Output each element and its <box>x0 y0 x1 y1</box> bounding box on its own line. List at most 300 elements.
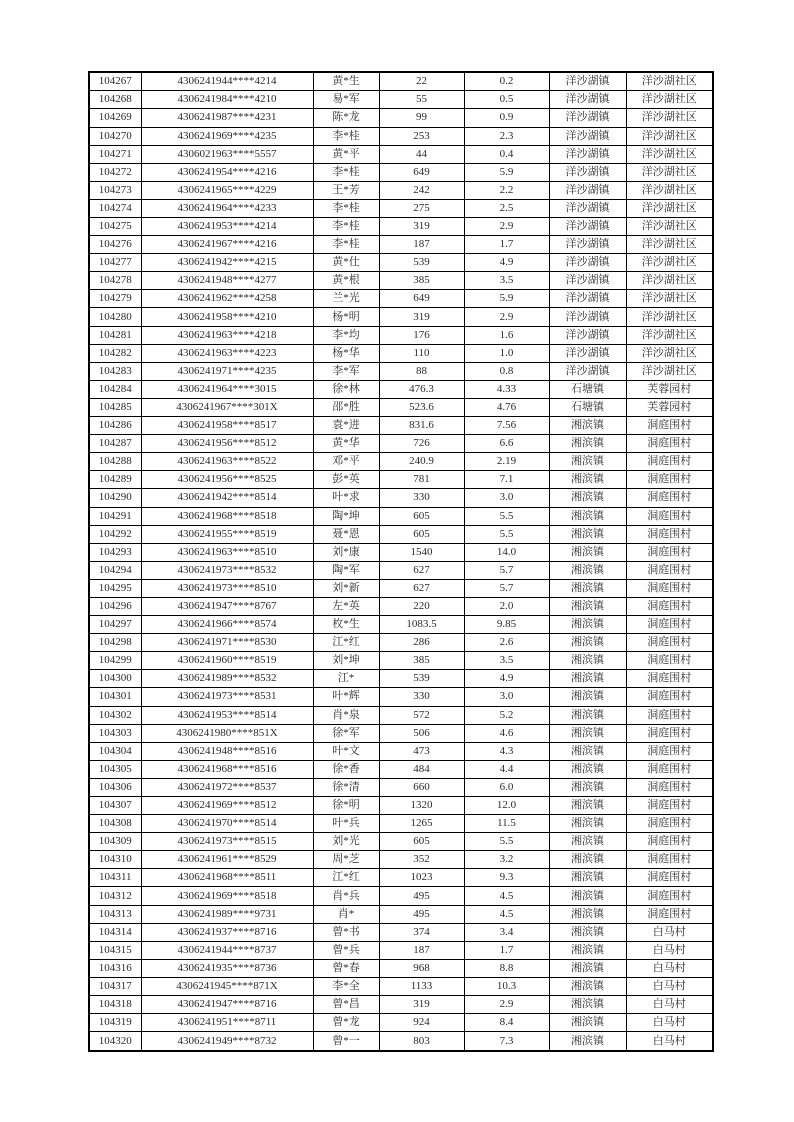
cell-serial: 104281 <box>89 326 141 344</box>
cell-value: 4.4 <box>464 760 549 778</box>
cell-value: 3.2 <box>464 851 549 869</box>
cell-serial: 104298 <box>89 634 141 652</box>
cell-village: 洞庭围村 <box>626 616 713 634</box>
cell-id_number: 4306241967****301X <box>141 398 313 416</box>
cell-town: 洋沙湖镇 <box>549 272 626 290</box>
cell-value: 2.5 <box>464 199 549 217</box>
table-row <box>89 489 713 507</box>
cell-village: 白马村 <box>626 941 713 959</box>
cell-village: 洞庭围村 <box>626 760 713 778</box>
cell-id_number: 4306241944****8737 <box>141 941 313 959</box>
cell-village: 洞庭围村 <box>626 778 713 796</box>
cell-serial: 104296 <box>89 597 141 615</box>
cell-name: 曾*昌 <box>313 996 379 1014</box>
cell-id_number: 4306241958****8517 <box>141 417 313 435</box>
cell-serial: 104295 <box>89 579 141 597</box>
cell-amount: 495 <box>379 905 464 923</box>
cell-village: 洋沙湖社区 <box>626 127 713 145</box>
cell-serial: 104279 <box>89 290 141 308</box>
cell-village: 洋沙湖社区 <box>626 362 713 380</box>
cell-amount: 660 <box>379 778 464 796</box>
cell-village: 洞庭围村 <box>626 634 713 652</box>
cell-amount: 88 <box>379 362 464 380</box>
cell-town: 湘滨镇 <box>549 1014 626 1032</box>
cell-amount: 605 <box>379 833 464 851</box>
cell-town: 洋沙湖镇 <box>549 91 626 109</box>
cell-serial: 104285 <box>89 398 141 416</box>
cell-id_number: 4306241956****8512 <box>141 435 313 453</box>
cell-serial: 104268 <box>89 91 141 109</box>
cell-serial: 104300 <box>89 670 141 688</box>
cell-amount: 1540 <box>379 543 464 561</box>
cell-id_number: 4306241972****8537 <box>141 778 313 796</box>
cell-village: 洋沙湖社区 <box>626 272 713 290</box>
cell-name: 兰*光 <box>313 290 379 308</box>
cell-town: 洋沙湖镇 <box>549 254 626 272</box>
cell-value: 10.3 <box>464 977 549 995</box>
cell-id_number: 4306241987****4231 <box>141 109 313 127</box>
cell-serial: 104269 <box>89 109 141 127</box>
cell-village: 洞庭围村 <box>626 597 713 615</box>
cell-name: 袁*进 <box>313 417 379 435</box>
cell-value: 5.7 <box>464 561 549 579</box>
cell-town: 湘滨镇 <box>549 561 626 579</box>
cell-name: 黄*根 <box>313 272 379 290</box>
cell-village: 洋沙湖社区 <box>626 163 713 181</box>
cell-serial: 104319 <box>89 1014 141 1032</box>
cell-village: 洋沙湖社区 <box>626 181 713 199</box>
table-row <box>89 579 713 597</box>
table-row <box>89 362 713 380</box>
table-row <box>89 760 713 778</box>
cell-town: 湘滨镇 <box>549 977 626 995</box>
cell-name: 叶*辉 <box>313 688 379 706</box>
cell-serial: 104297 <box>89 616 141 634</box>
cell-town: 石塘镇 <box>549 380 626 398</box>
cell-value: 0.5 <box>464 91 549 109</box>
cell-id_number: 4306241989****9731 <box>141 905 313 923</box>
cell-name: 易*军 <box>313 91 379 109</box>
cell-village: 洞庭围村 <box>626 815 713 833</box>
cell-town: 洋沙湖镇 <box>549 199 626 217</box>
cell-town: 洋沙湖镇 <box>549 344 626 362</box>
cell-value: 3.5 <box>464 272 549 290</box>
cell-amount: 726 <box>379 435 464 453</box>
cell-name: 曾*龙 <box>313 1014 379 1032</box>
cell-amount: 539 <box>379 670 464 688</box>
cell-value: 7.1 <box>464 471 549 489</box>
cell-town: 湘滨镇 <box>549 905 626 923</box>
cell-village: 洞庭围村 <box>626 688 713 706</box>
cell-amount: 473 <box>379 742 464 760</box>
cell-village: 洞庭围村 <box>626 706 713 724</box>
cell-serial: 104275 <box>89 218 141 236</box>
cell-name: 杨*华 <box>313 344 379 362</box>
cell-name: 邓*平 <box>313 453 379 471</box>
cell-id_number: 4306241935****8736 <box>141 959 313 977</box>
table-row <box>89 435 713 453</box>
cell-town: 湘滨镇 <box>549 634 626 652</box>
cell-id_number: 4306241971****4235 <box>141 362 313 380</box>
cell-id_number: 4306241963****8510 <box>141 543 313 561</box>
cell-village: 洞庭围村 <box>626 417 713 435</box>
cell-value: 5.5 <box>464 507 549 525</box>
cell-serial: 104267 <box>89 72 141 91</box>
table-row <box>89 851 713 869</box>
cell-name: 徐*香 <box>313 760 379 778</box>
cell-id_number: 4306241954****4216 <box>141 163 313 181</box>
cell-value: 0.9 <box>464 109 549 127</box>
cell-amount: 319 <box>379 308 464 326</box>
cell-name: 周*芝 <box>313 851 379 869</box>
cell-town: 湘滨镇 <box>549 1032 626 1051</box>
cell-value: 1.7 <box>464 236 549 254</box>
cell-value: 3.4 <box>464 923 549 941</box>
cell-serial: 104299 <box>89 652 141 670</box>
cell-village: 白马村 <box>626 996 713 1014</box>
cell-village: 洋沙湖社区 <box>626 290 713 308</box>
table-row <box>89 634 713 652</box>
cell-id_number: 4306241973****8531 <box>141 688 313 706</box>
table-row <box>89 616 713 634</box>
cell-town: 湘滨镇 <box>549 724 626 742</box>
cell-serial: 104307 <box>89 797 141 815</box>
cell-village: 白马村 <box>626 977 713 995</box>
cell-town: 湘滨镇 <box>549 887 626 905</box>
cell-value: 4.9 <box>464 670 549 688</box>
cell-name: 黄*华 <box>313 435 379 453</box>
cell-town: 石塘镇 <box>549 398 626 416</box>
cell-amount: 286 <box>379 634 464 652</box>
cell-serial: 104286 <box>89 417 141 435</box>
table-row <box>89 525 713 543</box>
cell-serial: 104316 <box>89 959 141 977</box>
cell-id_number: 4306241948****4277 <box>141 272 313 290</box>
cell-value: 4.5 <box>464 905 549 923</box>
cell-serial: 104288 <box>89 453 141 471</box>
cell-name: 李*桂 <box>313 236 379 254</box>
table-row <box>89 91 713 109</box>
table-row <box>89 1014 713 1032</box>
cell-amount: 649 <box>379 163 464 181</box>
table-row <box>89 543 713 561</box>
cell-id_number: 4306241949****8732 <box>141 1032 313 1051</box>
cell-serial: 104315 <box>89 941 141 959</box>
table-row <box>89 923 713 941</box>
cell-serial: 104283 <box>89 362 141 380</box>
cell-value: 5.2 <box>464 706 549 724</box>
cell-name: 黄*仕 <box>313 254 379 272</box>
cell-town: 洋沙湖镇 <box>549 362 626 380</box>
cell-name: 刘*坤 <box>313 652 379 670</box>
cell-value: 2.9 <box>464 308 549 326</box>
cell-value: 9.85 <box>464 616 549 634</box>
table-row <box>89 417 713 435</box>
cell-amount: 242 <box>379 181 464 199</box>
cell-town: 湘滨镇 <box>549 489 626 507</box>
cell-amount: 476.3 <box>379 380 464 398</box>
cell-village: 洞庭围村 <box>626 652 713 670</box>
cell-village: 洞庭围村 <box>626 833 713 851</box>
cell-name: 杨*明 <box>313 308 379 326</box>
table-row <box>89 308 713 326</box>
cell-name: 陈*龙 <box>313 109 379 127</box>
cell-serial: 104274 <box>89 199 141 217</box>
cell-village: 洞庭围村 <box>626 543 713 561</box>
cell-amount: 330 <box>379 688 464 706</box>
cell-serial: 104291 <box>89 507 141 525</box>
cell-name: 彭*英 <box>313 471 379 489</box>
cell-village: 洋沙湖社区 <box>626 72 713 91</box>
cell-name: 曾*兵 <box>313 941 379 959</box>
cell-name: 左*英 <box>313 597 379 615</box>
table-row <box>89 453 713 471</box>
cell-amount: 803 <box>379 1032 464 1051</box>
cell-id_number: 4306241942****8514 <box>141 489 313 507</box>
cell-serial: 104294 <box>89 561 141 579</box>
cell-town: 洋沙湖镇 <box>549 145 626 163</box>
cell-name: 李*桂 <box>313 199 379 217</box>
cell-village: 洞庭围村 <box>626 489 713 507</box>
cell-village: 洋沙湖社区 <box>626 91 713 109</box>
cell-amount: 831.6 <box>379 417 464 435</box>
cell-serial: 104311 <box>89 869 141 887</box>
cell-value: 0.8 <box>464 362 549 380</box>
cell-amount: 572 <box>379 706 464 724</box>
cell-value: 6.0 <box>464 778 549 796</box>
cell-name: 邵*胜 <box>313 398 379 416</box>
cell-name: 曾*一 <box>313 1032 379 1051</box>
cell-serial: 104313 <box>89 905 141 923</box>
cell-value: 3.0 <box>464 688 549 706</box>
cell-serial: 104308 <box>89 815 141 833</box>
cell-serial: 104292 <box>89 525 141 543</box>
cell-village: 洋沙湖社区 <box>626 236 713 254</box>
table-row <box>89 181 713 199</box>
cell-value: 7.3 <box>464 1032 549 1051</box>
cell-town: 湘滨镇 <box>549 471 626 489</box>
table-row <box>89 145 713 163</box>
cell-town: 湘滨镇 <box>549 742 626 760</box>
cell-amount: 539 <box>379 254 464 272</box>
table-row <box>89 652 713 670</box>
table-row <box>89 996 713 1014</box>
cell-serial: 104272 <box>89 163 141 181</box>
cell-village: 洋沙湖社区 <box>626 109 713 127</box>
cell-village: 洞庭围村 <box>626 869 713 887</box>
cell-value: 6.6 <box>464 435 549 453</box>
cell-id_number: 4306021963****5557 <box>141 145 313 163</box>
cell-name: 李*全 <box>313 977 379 995</box>
cell-name: 徐*林 <box>313 380 379 398</box>
cell-amount: 253 <box>379 127 464 145</box>
cell-amount: 99 <box>379 109 464 127</box>
cell-village: 洞庭围村 <box>626 851 713 869</box>
cell-value: 2.9 <box>464 996 549 1014</box>
cell-value: 5.7 <box>464 579 549 597</box>
table-row <box>89 1032 713 1051</box>
cell-id_number: 4306241955****8519 <box>141 525 313 543</box>
cell-name: 黄*平 <box>313 145 379 163</box>
cell-village: 白马村 <box>626 923 713 941</box>
table-row <box>89 236 713 254</box>
cell-amount: 187 <box>379 941 464 959</box>
cell-amount: 605 <box>379 507 464 525</box>
cell-amount: 1023 <box>379 869 464 887</box>
cell-town: 湘滨镇 <box>549 688 626 706</box>
cell-id_number: 4306241989****8532 <box>141 670 313 688</box>
cell-village: 洞庭围村 <box>626 507 713 525</box>
cell-value: 2.6 <box>464 634 549 652</box>
cell-value: 4.6 <box>464 724 549 742</box>
cell-town: 湘滨镇 <box>549 941 626 959</box>
cell-town: 湘滨镇 <box>549 833 626 851</box>
table-row <box>89 778 713 796</box>
cell-value: 3.0 <box>464 489 549 507</box>
cell-town: 洋沙湖镇 <box>549 236 626 254</box>
cell-town: 湘滨镇 <box>549 778 626 796</box>
cell-name: 枚*生 <box>313 616 379 634</box>
cell-amount: 319 <box>379 218 464 236</box>
cell-amount: 605 <box>379 525 464 543</box>
cell-town: 湘滨镇 <box>549 543 626 561</box>
table-row <box>89 218 713 236</box>
table-row <box>89 254 713 272</box>
table-row <box>89 887 713 905</box>
cell-name: 李*桂 <box>313 163 379 181</box>
table-row <box>89 815 713 833</box>
cell-village: 洞庭围村 <box>626 724 713 742</box>
cell-id_number: 4306241984****4210 <box>141 91 313 109</box>
cell-id_number: 4306241945****871X <box>141 977 313 995</box>
table-row <box>89 326 713 344</box>
cell-id_number: 4306241967****4216 <box>141 236 313 254</box>
cell-id_number: 4306241958****4210 <box>141 308 313 326</box>
cell-value: 5.9 <box>464 163 549 181</box>
cell-village: 白马村 <box>626 1032 713 1051</box>
cell-name: 李*桂 <box>313 127 379 145</box>
cell-village: 洋沙湖社区 <box>626 145 713 163</box>
cell-amount: 44 <box>379 145 464 163</box>
cell-id_number: 4306241968****8511 <box>141 869 313 887</box>
cell-value: 3.5 <box>464 652 549 670</box>
cell-town: 洋沙湖镇 <box>549 109 626 127</box>
cell-id_number: 4306241963****8522 <box>141 453 313 471</box>
cell-village: 洋沙湖社区 <box>626 326 713 344</box>
cell-value: 4.3 <box>464 742 549 760</box>
cell-village: 洞庭围村 <box>626 525 713 543</box>
cell-name: 肖*兵 <box>313 887 379 905</box>
cell-id_number: 4306241956****8525 <box>141 471 313 489</box>
cell-name: 肖* <box>313 905 379 923</box>
cell-village: 洋沙湖社区 <box>626 344 713 362</box>
cell-id_number: 4306241969****8518 <box>141 887 313 905</box>
cell-name: 江* <box>313 670 379 688</box>
cell-serial: 104276 <box>89 236 141 254</box>
table-row <box>89 163 713 181</box>
cell-id_number: 4306241971****8530 <box>141 634 313 652</box>
cell-value: 11.5 <box>464 815 549 833</box>
cell-amount: 55 <box>379 91 464 109</box>
cell-town: 洋沙湖镇 <box>549 326 626 344</box>
cell-amount: 319 <box>379 996 464 1014</box>
cell-amount: 176 <box>379 326 464 344</box>
cell-value: 5.5 <box>464 525 549 543</box>
cell-id_number: 4306241964****3015 <box>141 380 313 398</box>
cell-name: 叶*求 <box>313 489 379 507</box>
cell-town: 湘滨镇 <box>549 579 626 597</box>
cell-village: 洋沙湖社区 <box>626 218 713 236</box>
cell-id_number: 4306241966****8574 <box>141 616 313 634</box>
table-row <box>89 905 713 923</box>
cell-id_number: 4306241963****4218 <box>141 326 313 344</box>
cell-value: 8.4 <box>464 1014 549 1032</box>
cell-id_number: 4306241980****851X <box>141 724 313 742</box>
cell-value: 2.2 <box>464 181 549 199</box>
cell-village: 洞庭围村 <box>626 742 713 760</box>
cell-serial: 104301 <box>89 688 141 706</box>
cell-town: 湘滨镇 <box>549 453 626 471</box>
table-row <box>89 959 713 977</box>
cell-serial: 104270 <box>89 127 141 145</box>
table-row <box>89 127 713 145</box>
cell-town: 湘滨镇 <box>549 923 626 941</box>
cell-value: 1.6 <box>464 326 549 344</box>
cell-name: 江*红 <box>313 869 379 887</box>
cell-id_number: 4306241948****8516 <box>141 742 313 760</box>
cell-amount: 187 <box>379 236 464 254</box>
cell-serial: 104309 <box>89 833 141 851</box>
cell-amount: 385 <box>379 652 464 670</box>
cell-id_number: 4306241953****4214 <box>141 218 313 236</box>
cell-name: 刘*新 <box>313 579 379 597</box>
cell-serial: 104278 <box>89 272 141 290</box>
cell-town: 洋沙湖镇 <box>549 218 626 236</box>
cell-village: 洞庭围村 <box>626 887 713 905</box>
table-row <box>89 797 713 815</box>
cell-id_number: 4306241973****8515 <box>141 833 313 851</box>
cell-id_number: 4306241969****4235 <box>141 127 313 145</box>
cell-serial: 104310 <box>89 851 141 869</box>
cell-id_number: 4306241968****8518 <box>141 507 313 525</box>
cell-amount: 1265 <box>379 815 464 833</box>
cell-village: 洋沙湖社区 <box>626 254 713 272</box>
cell-name: 李*均 <box>313 326 379 344</box>
cell-id_number: 4306241973****8532 <box>141 561 313 579</box>
cell-id_number: 4306241964****4233 <box>141 199 313 217</box>
cell-value: 1.7 <box>464 941 549 959</box>
cell-name: 刘*康 <box>313 543 379 561</box>
cell-amount: 484 <box>379 760 464 778</box>
cell-value: 1.0 <box>464 344 549 362</box>
cell-serial: 104284 <box>89 380 141 398</box>
cell-town: 湘滨镇 <box>549 507 626 525</box>
table-row <box>89 706 713 724</box>
cell-amount: 495 <box>379 887 464 905</box>
table-row <box>89 597 713 615</box>
cell-id_number: 4306241970****8514 <box>141 815 313 833</box>
cell-serial: 104317 <box>89 977 141 995</box>
cell-serial: 104318 <box>89 996 141 1014</box>
records-table-body <box>89 72 713 1051</box>
cell-town: 洋沙湖镇 <box>549 163 626 181</box>
table-row <box>89 742 713 760</box>
table-row <box>89 833 713 851</box>
cell-amount: 275 <box>379 199 464 217</box>
cell-town: 湘滨镇 <box>549 959 626 977</box>
cell-value: 8.8 <box>464 959 549 977</box>
cell-id_number: 4306241965****4229 <box>141 181 313 199</box>
